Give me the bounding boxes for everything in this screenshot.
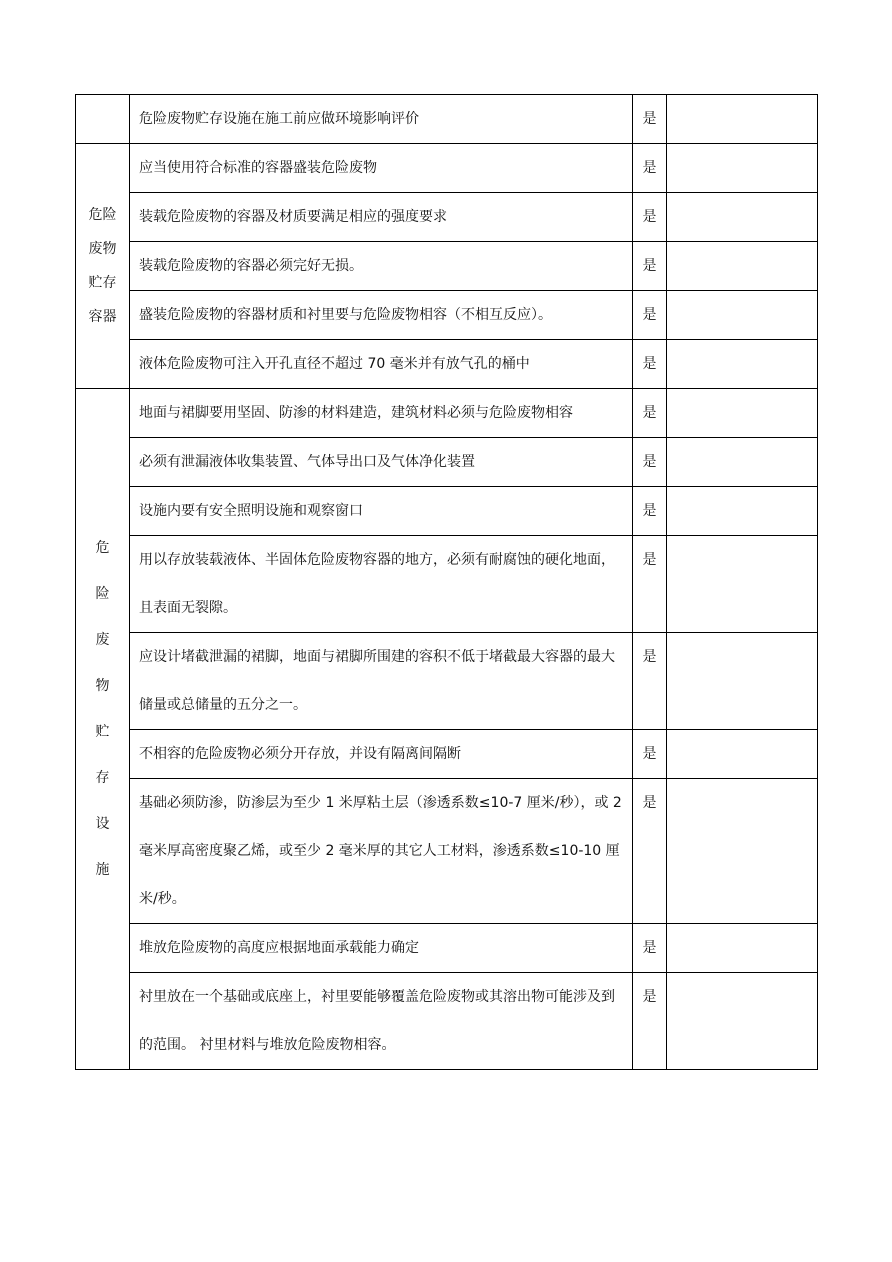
category-label-line: 险 xyxy=(95,586,110,602)
item-cell: 堆放危险废物的高度应根据地面承载能力确定 xyxy=(130,924,633,973)
category-label-line: 施 xyxy=(95,862,110,878)
item-cell: 基础必须防渗，防渗层为至少 1 米厚粘土层（渗透系数≤10-7 厘米/秒），或 2 毫米厚高密度聚乙烯，或至少 2 毫米厚的其它人工材料，渗透系数≤10-10 厘米/秒。 xyxy=(130,779,633,924)
answer-cell: 是 xyxy=(633,389,667,438)
item-cell: 应当使用符合标准的容器盛装危险废物 xyxy=(130,144,633,193)
item-cell: 液体危险废物可注入开孔直径不超过 70 毫米并有放气孔的桶中 xyxy=(130,340,633,389)
item-cell: 必须有泄漏液体收集装置、气体导出口及气体净化装置 xyxy=(130,438,633,487)
answer-cell: 是 xyxy=(633,487,667,536)
answer-cell: 是 xyxy=(633,438,667,487)
answer-cell: 是 xyxy=(633,973,667,1070)
table-row xyxy=(76,779,818,924)
note-cell xyxy=(667,924,818,973)
answer-cell: 是 xyxy=(633,730,667,779)
note-cell xyxy=(667,389,818,438)
item-cell: 装载危险废物的容器及材质要满足相应的强度要求 xyxy=(130,193,633,242)
note-cell xyxy=(667,95,818,144)
category-label-line: 危 xyxy=(95,540,110,556)
category-label-line: 贮 xyxy=(95,724,110,740)
item-cell: 衬里放在一个基础或底座上，衬里要能够覆盖危险废物或其溶出物可能涉及到的范围。 衬里材料与堆放危险废物相容。 xyxy=(130,973,633,1070)
table-row xyxy=(76,291,818,340)
category-cell-container xyxy=(76,144,130,389)
note-cell xyxy=(667,536,818,633)
note-cell xyxy=(667,291,818,340)
category-label-line: 存 xyxy=(95,770,110,786)
item-cell: 装载危险废物的容器必须完好无损。 xyxy=(130,242,633,291)
item-cell: 地面与裙脚要用坚固、防渗的材料建造，建筑材料必须与危险废物相容 xyxy=(130,389,633,438)
category-label-line: 危险 xyxy=(88,207,117,223)
table-row xyxy=(76,730,818,779)
note-cell xyxy=(667,438,818,487)
table-row xyxy=(76,340,818,389)
table-row xyxy=(76,536,818,633)
answer-cell: 是 xyxy=(633,144,667,193)
item-cell: 盛装危险废物的容器材质和衬里要与危险废物相容（不相互反应）。 xyxy=(130,291,633,340)
table-row xyxy=(76,973,818,1070)
note-cell xyxy=(667,973,818,1070)
answer-cell: 是 xyxy=(633,242,667,291)
answer-cell: 是 xyxy=(633,340,667,389)
item-cell: 不相容的危险废物必须分开存放，并设有隔离间隔断 xyxy=(130,730,633,779)
note-cell xyxy=(667,242,818,291)
note-cell xyxy=(667,730,818,779)
category-label-line: 贮存 xyxy=(88,275,117,291)
category-label-line: 物 xyxy=(95,678,110,694)
answer-cell: 是 xyxy=(633,779,667,924)
note-cell xyxy=(667,633,818,730)
checklist-table xyxy=(75,94,818,1070)
answer-cell: 是 xyxy=(633,291,667,340)
answer-cell: 是 xyxy=(633,536,667,633)
item-cell: 应设计堵截泄漏的裙脚，地面与裙脚所围建的容积不低于堵截最大容器的最大储量或总储量的五分之一。 xyxy=(130,633,633,730)
item-cell: 设施内要有安全照明设施和观察窗口 xyxy=(130,487,633,536)
answer-cell: 是 xyxy=(633,924,667,973)
category-label-line: 废 xyxy=(95,632,110,648)
category-cell-facility xyxy=(76,389,130,1070)
table-row xyxy=(76,438,818,487)
answer-cell: 是 xyxy=(633,193,667,242)
note-cell xyxy=(667,340,818,389)
item-cell: 危险废物贮存设施在施工前应做环境影响评价 xyxy=(130,95,633,144)
answer-cell: 是 xyxy=(633,633,667,730)
category-label-line: 废物 xyxy=(88,241,117,257)
note-cell xyxy=(667,487,818,536)
note-cell xyxy=(667,779,818,924)
note-cell xyxy=(667,193,818,242)
category-label-line: 设 xyxy=(95,816,110,832)
table-row xyxy=(76,389,818,438)
table-row xyxy=(76,193,818,242)
note-cell xyxy=(667,144,818,193)
item-cell: 用以存放装载液体、半固体危险废物容器的地方，必须有耐腐蚀的硬化地面，且表面无裂隙。 xyxy=(130,536,633,633)
category-cell-empty xyxy=(76,95,130,144)
table-row xyxy=(76,633,818,730)
category-label-line: 容器 xyxy=(88,309,117,325)
answer-cell: 是 xyxy=(633,95,667,144)
